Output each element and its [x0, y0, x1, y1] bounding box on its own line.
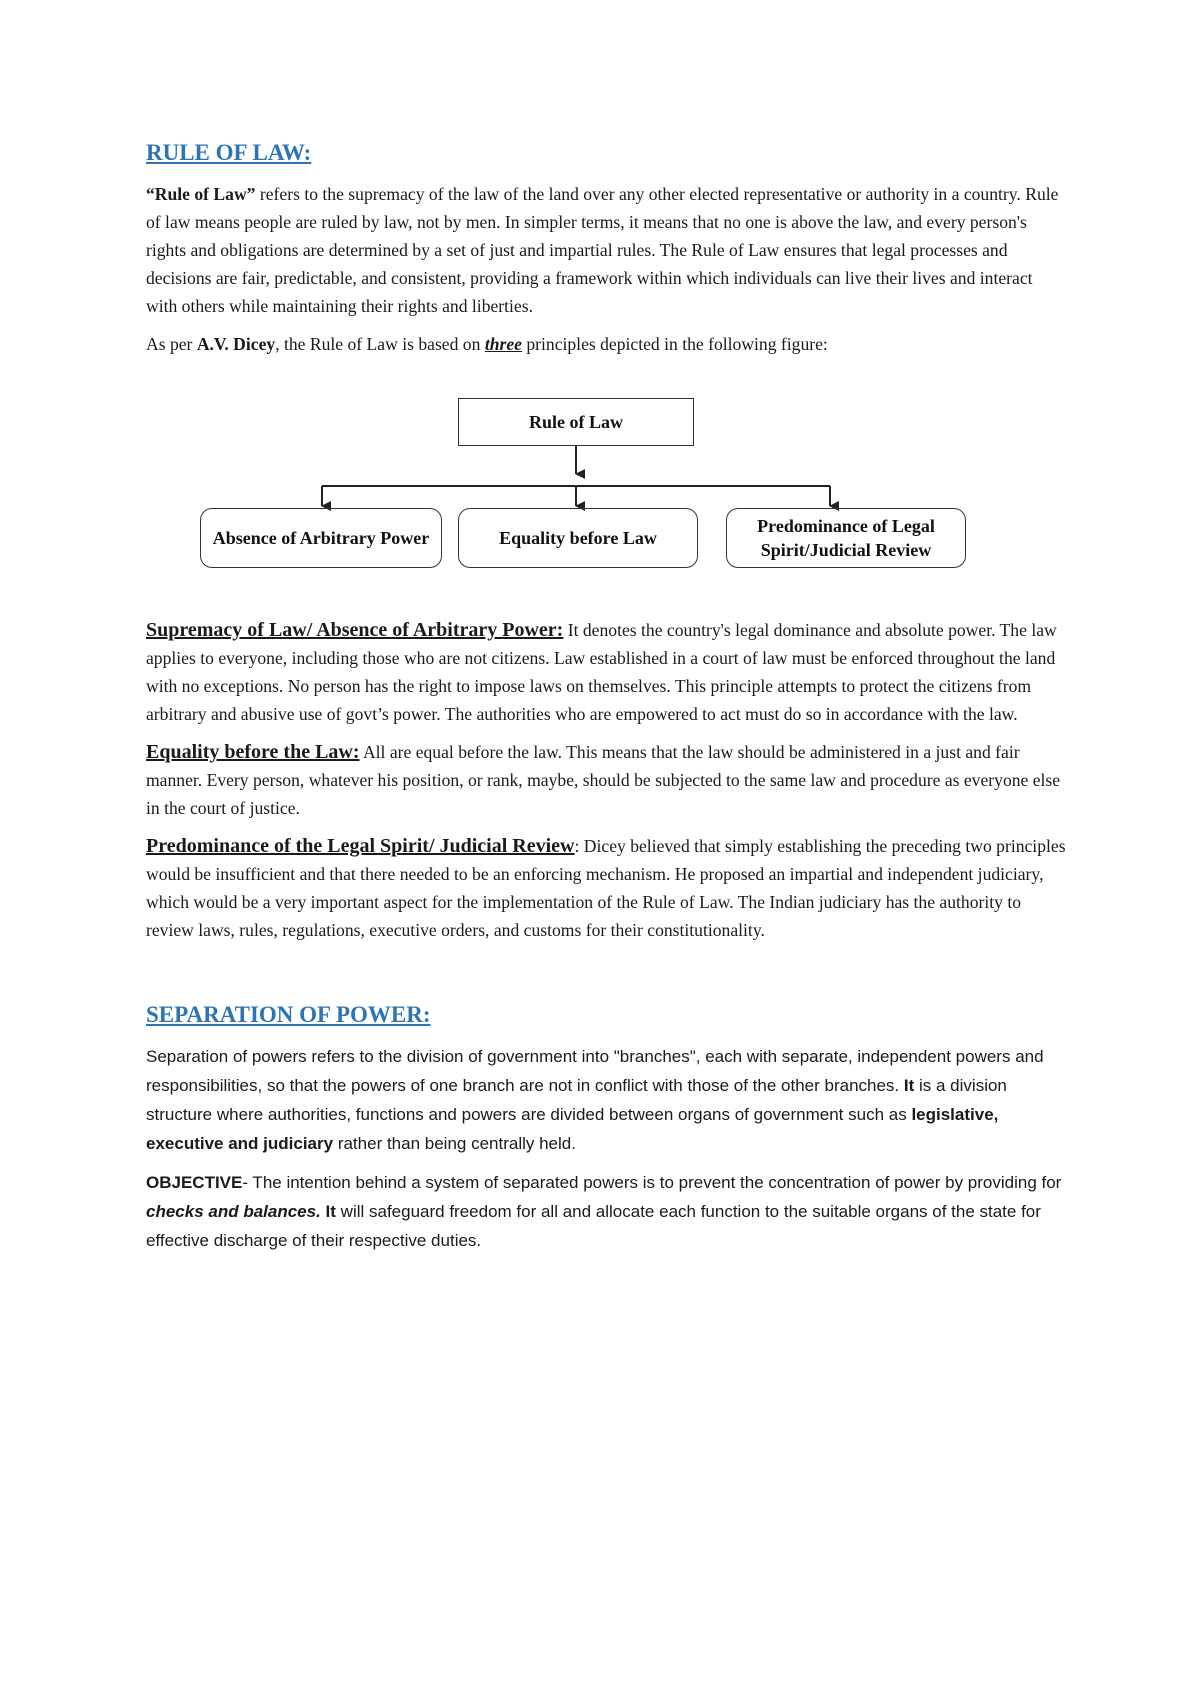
objective-text-a: - The intention behind a system of separated powers is to prevent the concentration of power by providing for	[242, 1173, 1062, 1192]
dicey-three: three	[484, 334, 522, 354]
objective-text-d: will safeguard freedom for all and allocate each function to the suitable organs of the state for effective discharge of their respective duties.	[146, 1202, 1041, 1250]
separation-text-e: rather than being centrally held.	[333, 1134, 576, 1153]
rule-of-law-diagram	[146, 362, 1066, 602]
supremacy-paragraph	[146, 616, 1066, 728]
equality-paragraph	[146, 738, 1066, 822]
diagram-box-predominance: Predominance of Legal Spirit/Judicial Review	[726, 508, 966, 568]
diagram-box-equality: Equality before Law	[458, 508, 698, 568]
rule-of-law-intro-text: refers to the supremacy of the law of the land over any other elected representative or authority in a country. Rule of law means people are ruled by law, not by men. In simpler terms, it means that no one is above the law, and every person's rights and obligations are determined by a set of just and impartial rules. The Rule of Law ensures that legal processes and decisions are fair, predictable, and consistent, providing a framework within which individuals can live their lives and interact with others while maintaining their rights and liberties.	[146, 184, 1059, 316]
objective-checks: checks and balances.	[146, 1202, 321, 1221]
predominance-text: : Dicey believed that simply establishing the preceding two principles would be insufficient and that there needed to be an enforcing mechanism. He proposed an impartial and independent judiciary, which would be a very important aspect for the implementation of the Rule of Law. The Indian judiciary has the authority to review laws, rules, regulations, executive orders, and customs for their constitutionality.	[146, 836, 1066, 940]
dicey-name: A.V. Dicey	[196, 334, 276, 354]
supremacy-text: It denotes the country's legal dominance and absolute power. The law applies to everyone, including those who are not citizens. Law established in a court of law must be enforced throughout the land with no exceptions. No person has the right to impose laws on themselves. This principle attempts to protect the citizens from arbitrary and abusive use of govt’s power. The authorities who are empowered to act must do so in accordance with the law.	[146, 620, 1057, 724]
rule-of-law-term: “Rule of Law”	[146, 184, 256, 204]
separation-paragraph	[146, 1042, 1066, 1158]
predominance-paragraph	[146, 832, 1066, 944]
separation-organs: legislative, executive and judiciary	[146, 1105, 999, 1153]
dicey-pre: As per	[146, 334, 197, 354]
document-page	[146, 140, 1066, 1255]
diagram-root-box: Rule of Law	[458, 398, 694, 446]
dicey-mid: , the Rule of Law is based on	[275, 334, 485, 354]
objective-it: It	[320, 1202, 336, 1221]
separation-text-c: is a division structure where authorities, functions and powers are divided between organs of government such as	[146, 1076, 1007, 1124]
rule-of-law-title: RULE OF LAW:	[146, 140, 312, 165]
objective-label: OBJECTIVE	[146, 1173, 243, 1192]
dicey-post: principles depicted in the following figure:	[521, 334, 828, 354]
equality-text: All are equal before the law. This means that the law should be administered in a just and fair manner. Every person, whatever his position, or rank, maybe, should be subjected to the same law and procedure as everyone else in the court of justice.	[146, 742, 1061, 818]
separation-text-a: Separation of powers refers to the division of government into "branches", each with separate, independent powers and responsibilities, so that the powers of one branch are not in conflict with those of the other branches.	[146, 1047, 1044, 1095]
objective-paragraph	[146, 1168, 1066, 1255]
separation-text-b: It	[903, 1076, 915, 1095]
equality-heading: Equality before the Law:	[146, 741, 360, 763]
diagram-box-absence: Absence of Arbitrary Power	[200, 508, 442, 568]
supremacy-heading: Supremacy of Law/ Absence of Arbitrary Power:	[146, 619, 564, 641]
separation-of-power-title: SEPARATION OF POWER:	[146, 1002, 431, 1027]
rule-of-law-intro-paragraph	[146, 180, 1066, 320]
dicey-paragraph	[146, 330, 1066, 358]
predominance-heading: Predominance of the Legal Spirit/ Judicial Review	[146, 835, 575, 857]
